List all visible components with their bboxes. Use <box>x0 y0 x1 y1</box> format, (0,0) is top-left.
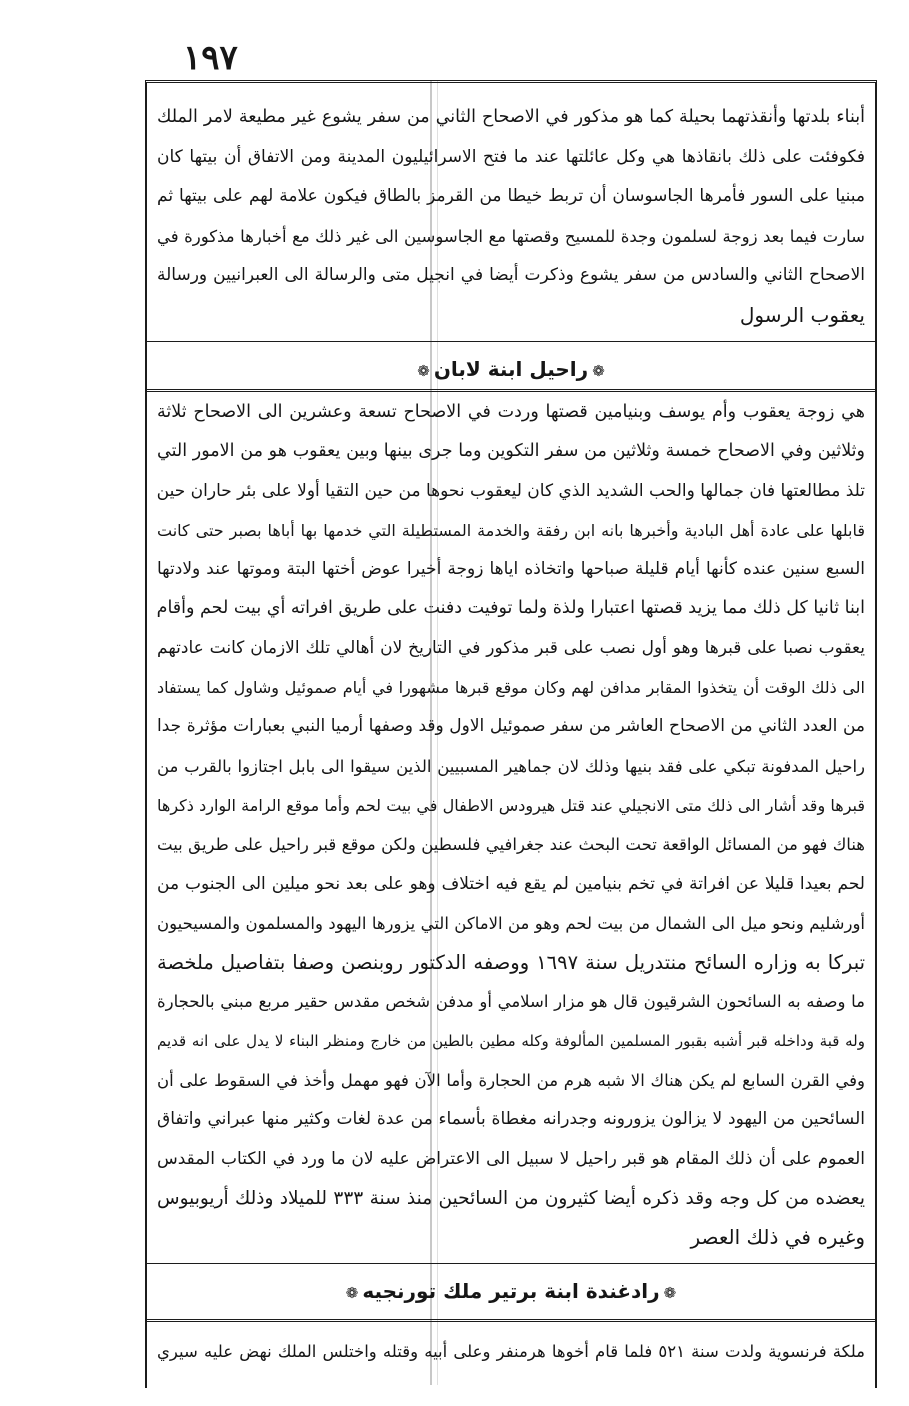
text-line: قابلها على عادة أهل البادية وأخبرها بانه ابن رفقة والخدمة المستطيلة التي خدمها بها أباها بصبر حتى كانت <box>157 520 865 540</box>
text-line: وله قبة وداخله قبر أشبه بقبور المسلمين المألوفة وكله مطين بالطين من خارج ومنظر البناء لا يدل على انه قديم <box>157 1031 865 1050</box>
paragraph-rachel <box>157 393 865 1258</box>
text-line: ملكة فرنسوية ولدت سنة ٥٢١ فلما قام أخوها هرمنفر وعلى أبيه وقتله واختلس الملك نهض عليه سيري <box>157 1342 865 1361</box>
entry-heading-radegonde <box>147 1279 875 1303</box>
ornament-icon: ❁ <box>417 362 430 380</box>
text-line: سارت فيما بعد زوجة لسلمون وجدة للمسيح وقصتها مع الجاسوسين الى غير ذلك مع أخبارها مذكورة في <box>157 226 865 246</box>
text-line: يعضده من كل وجه وقد ذكره أيضا كثيرون من السائحين منذ سنة ٣٣٣ للميلاد وذلك أريوبيوس <box>157 1187 865 1209</box>
paragraph-rahab-ending <box>157 98 865 335</box>
ornament-icon: ❁ <box>663 1284 677 1302</box>
heading-text: راحيل ابنة لابان <box>433 357 589 381</box>
text-line: الى ذلك الوقت أن يتخذوا المقابر مدافن لهم وكان موقع قبرها مشهورا في أيام صموئيل وشاول كما يستفاد <box>157 678 865 698</box>
text-line: هناك فهو من المسائل الواقعة تحت البحث عند جغرافيي فلسطين ولكن موقع قبر راحيل على طريق بيت <box>157 835 865 855</box>
text-line: ما وصفه به السائحون الشرقيون قال هو مزار اسلامي أو مدفن شخص مقدس حقير مربع مبني بالحجارة <box>157 992 865 1012</box>
paragraph-radegonde <box>157 1333 865 1371</box>
text-line: هي زوجة يعقوب وأم يوسف وبنيامين قصتها وردت في الاصحاح تسعة وعشرين الى الاصحاح ثلاثة <box>157 402 865 422</box>
heading-text: رادغندة ابنة برتير ملك تورنجيه <box>362 1279 660 1303</box>
text-line: وغيره في ذلك العصر <box>690 1225 865 1250</box>
text-line: راحيل المدفونة تبكي على فقد بنيها وذلك لان جماهير المسبيين الذين سيقوا الى بابل اجتازوا بالقرب من <box>157 756 865 776</box>
text-frame <box>145 80 877 1388</box>
section-divider <box>147 1319 875 1322</box>
text-line: وفي القرن السابع لم يكن هناك الا شبه هرم من الحجارة وأما الآن فهو مهمل وأخذ في السقوط على أن <box>157 1071 865 1091</box>
text-line: السبع سنين عنده كأنها أيام قليلة صباحها واتخاذه اياها زوجة أخيرا عوض أختها البتة وموتها عند ولادتها <box>157 559 865 580</box>
text-line: أورشليم ونحو ميل الى الشمال من بيت لحم وهو من الاماكن التي يزورها اليهود والمسلمون والمسيحيون <box>157 913 865 933</box>
text-line: من العدد الثاني من الاصحاح العاشر من سفر صموئيل الاول وقد وصفها أرميا النبي بعبارات مؤثرة جدا <box>157 716 865 737</box>
text-line: مبنيا على السور فأمرها الجاسوسان أن تربط خيطا من القرمز بالطاق فيكون علامة لهم على بيتها ثم <box>157 186 865 206</box>
text-line: يعقوب الرسول <box>739 302 865 327</box>
section-divider <box>147 1263 875 1264</box>
text-line: ابنا ثانيا كل ذلك مما يزيد قصتها اعتبارا ولذة ولما توفيت دفنت على طريق افراته أي بيت لحم وأقام <box>157 598 865 619</box>
text-line: وثلاثين وفي الاصحاح خمسة وثلاثين من سفر التكوين وما جرى بينها وبين يعقوب هو من الامور التي <box>157 441 865 462</box>
text-line: أبناء بلدتها وأنقذتهما بحيلة كما هو مذكور في الاصحاح الثاني من سفر يشوع غير مطيعة لامر الملك <box>157 107 865 127</box>
text-line: يعقوب نصبا على قبرها وهو أول نصب على قبر مذكور في التاريخ لان أهالي تلك الازمان كانت عادتهم <box>157 637 865 658</box>
entry-heading-rachel <box>147 357 875 381</box>
ornament-icon: ❁ <box>592 362 605 380</box>
ornament-icon: ❁ <box>345 1284 359 1302</box>
text-line: تلذ مطالعتها فان جمالها والحب الشديد الذي كان ليعقوب نحوها من حين التقيا أولا على بئر حاران حين <box>157 480 865 501</box>
text-line: فكوفئت على ذلك بانقاذها هي وكل عائلتها عند ما فتح الاسرائيليون المدينة ومن الاتفاق أن بيتها كان <box>157 146 865 167</box>
text-line: السائحين من اليهود لا يزالون يزورونه وجدرانه مغطاة بأسماء من عدة لغات وكثير منها عبراني واتفاق <box>157 1109 865 1130</box>
text-line: العموم على أن ذلك المقام هو قبر راحيل لا سبيل الى الاعتراض عليه لان ما ورد في الكتاب المقدس <box>157 1148 865 1169</box>
text-line: تبركا به وزاره السائح منتدريل سنة ١٦٩٧ ووصفه الدكتور روبنصن وصفا بتفاصيل ملخصة <box>157 951 865 975</box>
section-divider <box>147 389 875 392</box>
text-line: قبرها وقد أشار الى ذلك متى الانجيلي عند قتل هيرودس الاطفال في بيت لحم وأما موقع الرامة الوارد ذكرها <box>157 795 865 815</box>
text-line: لحم بعيدا قليلا عن افراتة في تخم بنيامين لم يقع فيه اختلاف وهو على بعد نحو ميلين الى الجنوب من <box>157 873 865 894</box>
section-divider <box>147 341 875 342</box>
page-number: ١٩٧ <box>183 38 238 78</box>
text-line: الاصحاح الثاني والسادس من سفر يشوع وذكرت أيضا في انجيل متى والرسالة الى العبرانيين ورسالة <box>157 265 865 285</box>
